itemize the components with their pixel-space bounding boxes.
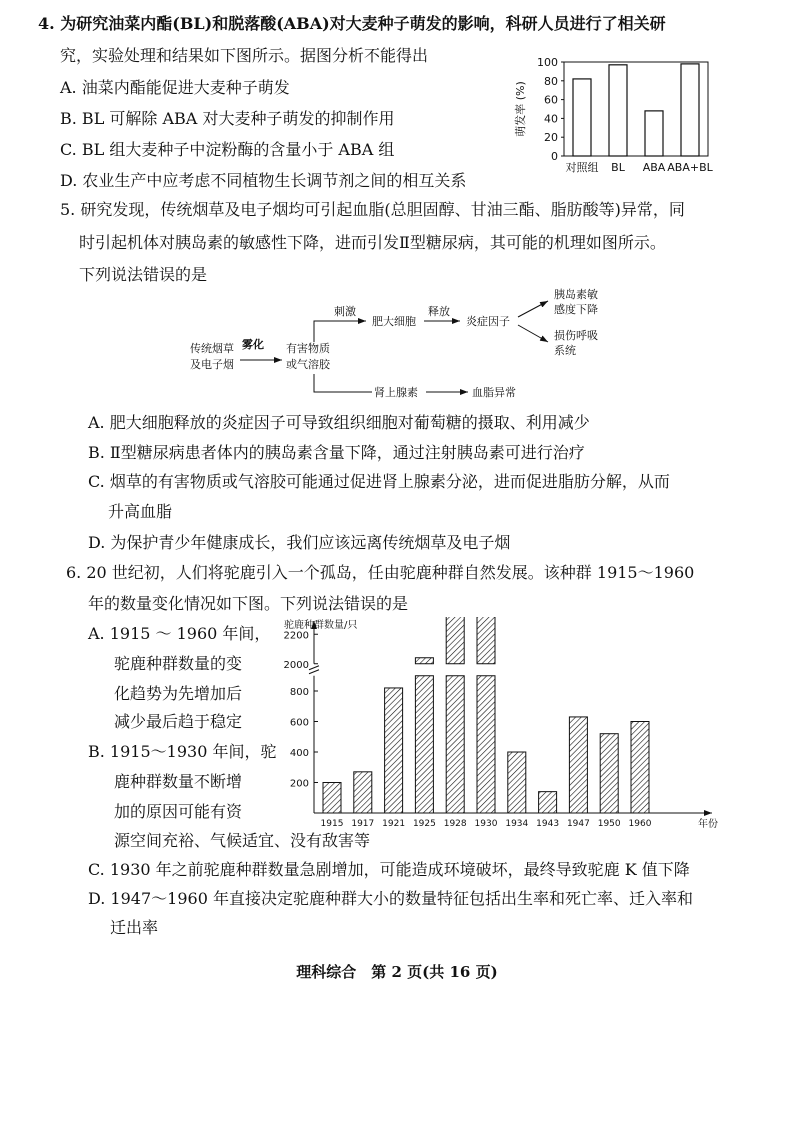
q6-stem-line1: 6. 20 世纪初，人们将驼鹿引入一个孤岛，任由驼鹿种群自然发展。该种群 1915～1960 [66, 563, 695, 582]
q6-stem-line2: 年的数量变化情况如下图。下列说法错误的是 [88, 594, 409, 613]
bar-1925-lower [415, 676, 433, 813]
x-axis-label: 年份 [698, 819, 718, 830]
bar-1915 [323, 783, 341, 814]
diagram-source-line2: 及电子烟 [190, 358, 234, 371]
axis-break-mark [309, 666, 319, 674]
q6-option-b-line1: B. 1915～1930 年间，驼 [88, 742, 277, 761]
y-tick-label: 40 [544, 112, 558, 126]
bar-对照组 [573, 79, 591, 156]
diagram-respiratory-line1: 损伤呼吸 [554, 329, 598, 342]
bar-1930-lower [477, 676, 495, 813]
x-tick-label: 1915 [320, 819, 344, 829]
diagram-aerosolize-label: 雾化 [242, 338, 264, 351]
q6-option-b-line4: 源空间充裕、气候适宜、没有敌害等 [114, 831, 371, 850]
y-tick-label: 800 [289, 687, 309, 698]
y-axis-label: 驼鹿种群数量/只 [284, 620, 358, 631]
diagram-arrow-insulin [518, 301, 548, 317]
bar-1917 [354, 772, 372, 813]
q5-option-d: D. 为保护青少年健康成长，我们应该远离传统烟草及电子烟 [88, 533, 511, 552]
bar-1934 [508, 752, 526, 813]
x-tick-label: 1930 [474, 819, 498, 829]
q6-option-a-line4: 减少最后趋于稳定 [114, 712, 243, 731]
bar-1925-upper [415, 658, 433, 664]
x-tick-label: ABA+BL [667, 161, 713, 174]
diagram-inflammatory-factor: 炎症因子 [466, 315, 510, 328]
diagram-release-label: 释放 [428, 305, 450, 318]
y-tick-label: 200 [289, 778, 309, 790]
q4-option-c: C. BL 组大麦种子中淀粉酶的含量小于 ABA 组 [60, 140, 395, 159]
q6-option-b-line3: 加的原因可能有资 [114, 802, 243, 821]
bar-1928-upper [446, 617, 464, 664]
q6-option-b-line2: 鹿种群数量不断增 [114, 772, 243, 791]
x-tick-label: 1934 [505, 819, 529, 829]
bar-1960 [631, 722, 649, 814]
x-tick-label: BL [611, 161, 625, 174]
bar-ABA+BL [681, 64, 699, 156]
q6-option-d-line1: D. 1947～1960 年直接决定驼鹿种群大小的数量特征包括出生率和死亡率、迁入率和 [88, 889, 693, 908]
q5-option-c-line2: 升高血脂 [108, 502, 173, 521]
y-axis-label: 萌发率 (%) [514, 81, 527, 137]
q4-option-b: B. BL 可解除 ABA 对大麦种子萌发的抑制作用 [60, 109, 395, 128]
page-footer: 理科综合 第 2 页(共 16 页) [296, 963, 498, 981]
bar-ABA [645, 111, 663, 156]
x-tick-label: 1921 [382, 819, 406, 829]
x-tick-label: 1928 [443, 819, 467, 829]
diagram-insulin-line1: 胰岛素敏 [554, 288, 598, 301]
q5-option-c-line1: C. 烟草的有害物质或气溶胶可能通过促进肾上腺素分泌，进而促进脂肪分解，从而 [88, 472, 670, 491]
q5-option-a: A. 肥大细胞释放的炎症因子可导致组织细胞对葡萄糖的摄取、利用减少 [88, 413, 590, 432]
diagram-arrow-stimulate [314, 321, 366, 342]
q4-option-a: A. 油菜内酯能促进大麦种子萌发 [60, 78, 290, 97]
q5-stem-line1: 5. 研究发现，传统烟草及电子烟均可引起血脂(总胆固醇、甘油三酯、脂肪酸等)异常，同 [60, 200, 685, 219]
bar-1943 [539, 792, 557, 813]
mechanism-diagram [186, 284, 626, 404]
bar-1947 [569, 717, 587, 813]
diagram-arrow-respiratory [518, 325, 548, 342]
x-tick-label: 1960 [628, 819, 652, 829]
germination-rate-chart [514, 44, 714, 179]
bar-1921 [385, 688, 403, 813]
y-tick-label: 400 [289, 748, 309, 759]
bar-1930-upper [477, 617, 495, 664]
q4-option-d: D. 农业生产中应考虑不同植物生长调节剂之间的相互关系 [60, 171, 467, 190]
q6-option-a-line1: A. 1915 ～ 1960 年间， [88, 624, 271, 643]
x-tick-label: 1917 [351, 819, 375, 829]
diagram-insulin-line2: 感度下降 [554, 303, 598, 316]
bar-1950 [600, 734, 618, 813]
y-tick-label: 100 [537, 56, 558, 69]
x-tick-label: 对照组 [565, 161, 599, 174]
y-tick-label: 80 [544, 74, 558, 88]
x-tick-label: 1925 [412, 819, 436, 829]
q6-option-a-line3: 化趋势为先增加后 [114, 684, 243, 703]
diagram-harmful-line2: 或气溶胶 [286, 358, 330, 371]
x-tick-label: 1950 [597, 819, 621, 829]
x-tick-label: 1947 [566, 819, 590, 829]
diagram-respiratory-line2: 系统 [554, 344, 576, 357]
y-tick-label: 0 [551, 150, 558, 163]
y-tick-label: 2200 [283, 630, 309, 642]
q6-option-c: C. 1930 年之前驼鹿种群数量急剧增加，可能造成环境破坏，最终导致驼鹿 K 值下降 [88, 860, 690, 879]
y-tick-label: 600 [289, 717, 309, 729]
q5-stem-line2: 时引起机体对胰岛素的敏感性下降，进而引发Ⅱ型糖尿病，其可能的机理如图所示。 [79, 233, 666, 252]
q4-stem-line1: 4. 为研究油菜内酯(BL)和脱落酸(ABA)对大麦种子萌发的影响，科研人员进行了相关研 [38, 14, 666, 33]
y-tick-label: 20 [544, 131, 558, 145]
q5-stem-line3: 下列说法错误的是 [79, 265, 208, 284]
diagram-lipid-abnormal: 血脂异常 [472, 386, 516, 399]
moose-population-chart [268, 617, 728, 831]
diagram-adrenaline: 肾上腺素 [374, 386, 418, 399]
diagram-mast-cell: 肥大细胞 [372, 315, 416, 328]
diagram-branch-adrenaline [314, 374, 372, 392]
diagram-source-line1: 传统烟草 [190, 342, 234, 355]
q6-option-d-line2: 迁出率 [110, 918, 159, 937]
x-tick-label: ABA [642, 161, 666, 174]
y-tick-label: 60 [544, 93, 558, 107]
diagram-harmful-line1: 有害物质 [286, 342, 330, 355]
diagram-stimulate-label: 刺激 [334, 305, 356, 318]
q4-stem-line2: 究，实验处理和结果如下图所示。据图分析不能得出 [60, 46, 429, 65]
q5-option-b: B. Ⅱ型糖尿病患者体内的胰岛素含量下降，通过注射胰岛素可进行治疗 [88, 443, 585, 462]
q6-option-a-line2: 驼鹿种群数量的变 [114, 654, 243, 673]
bar-1928-lower [446, 676, 464, 813]
bar-BL [609, 65, 627, 156]
y-tick-label: 2000 [283, 659, 309, 671]
x-tick-label: 1943 [536, 819, 560, 829]
